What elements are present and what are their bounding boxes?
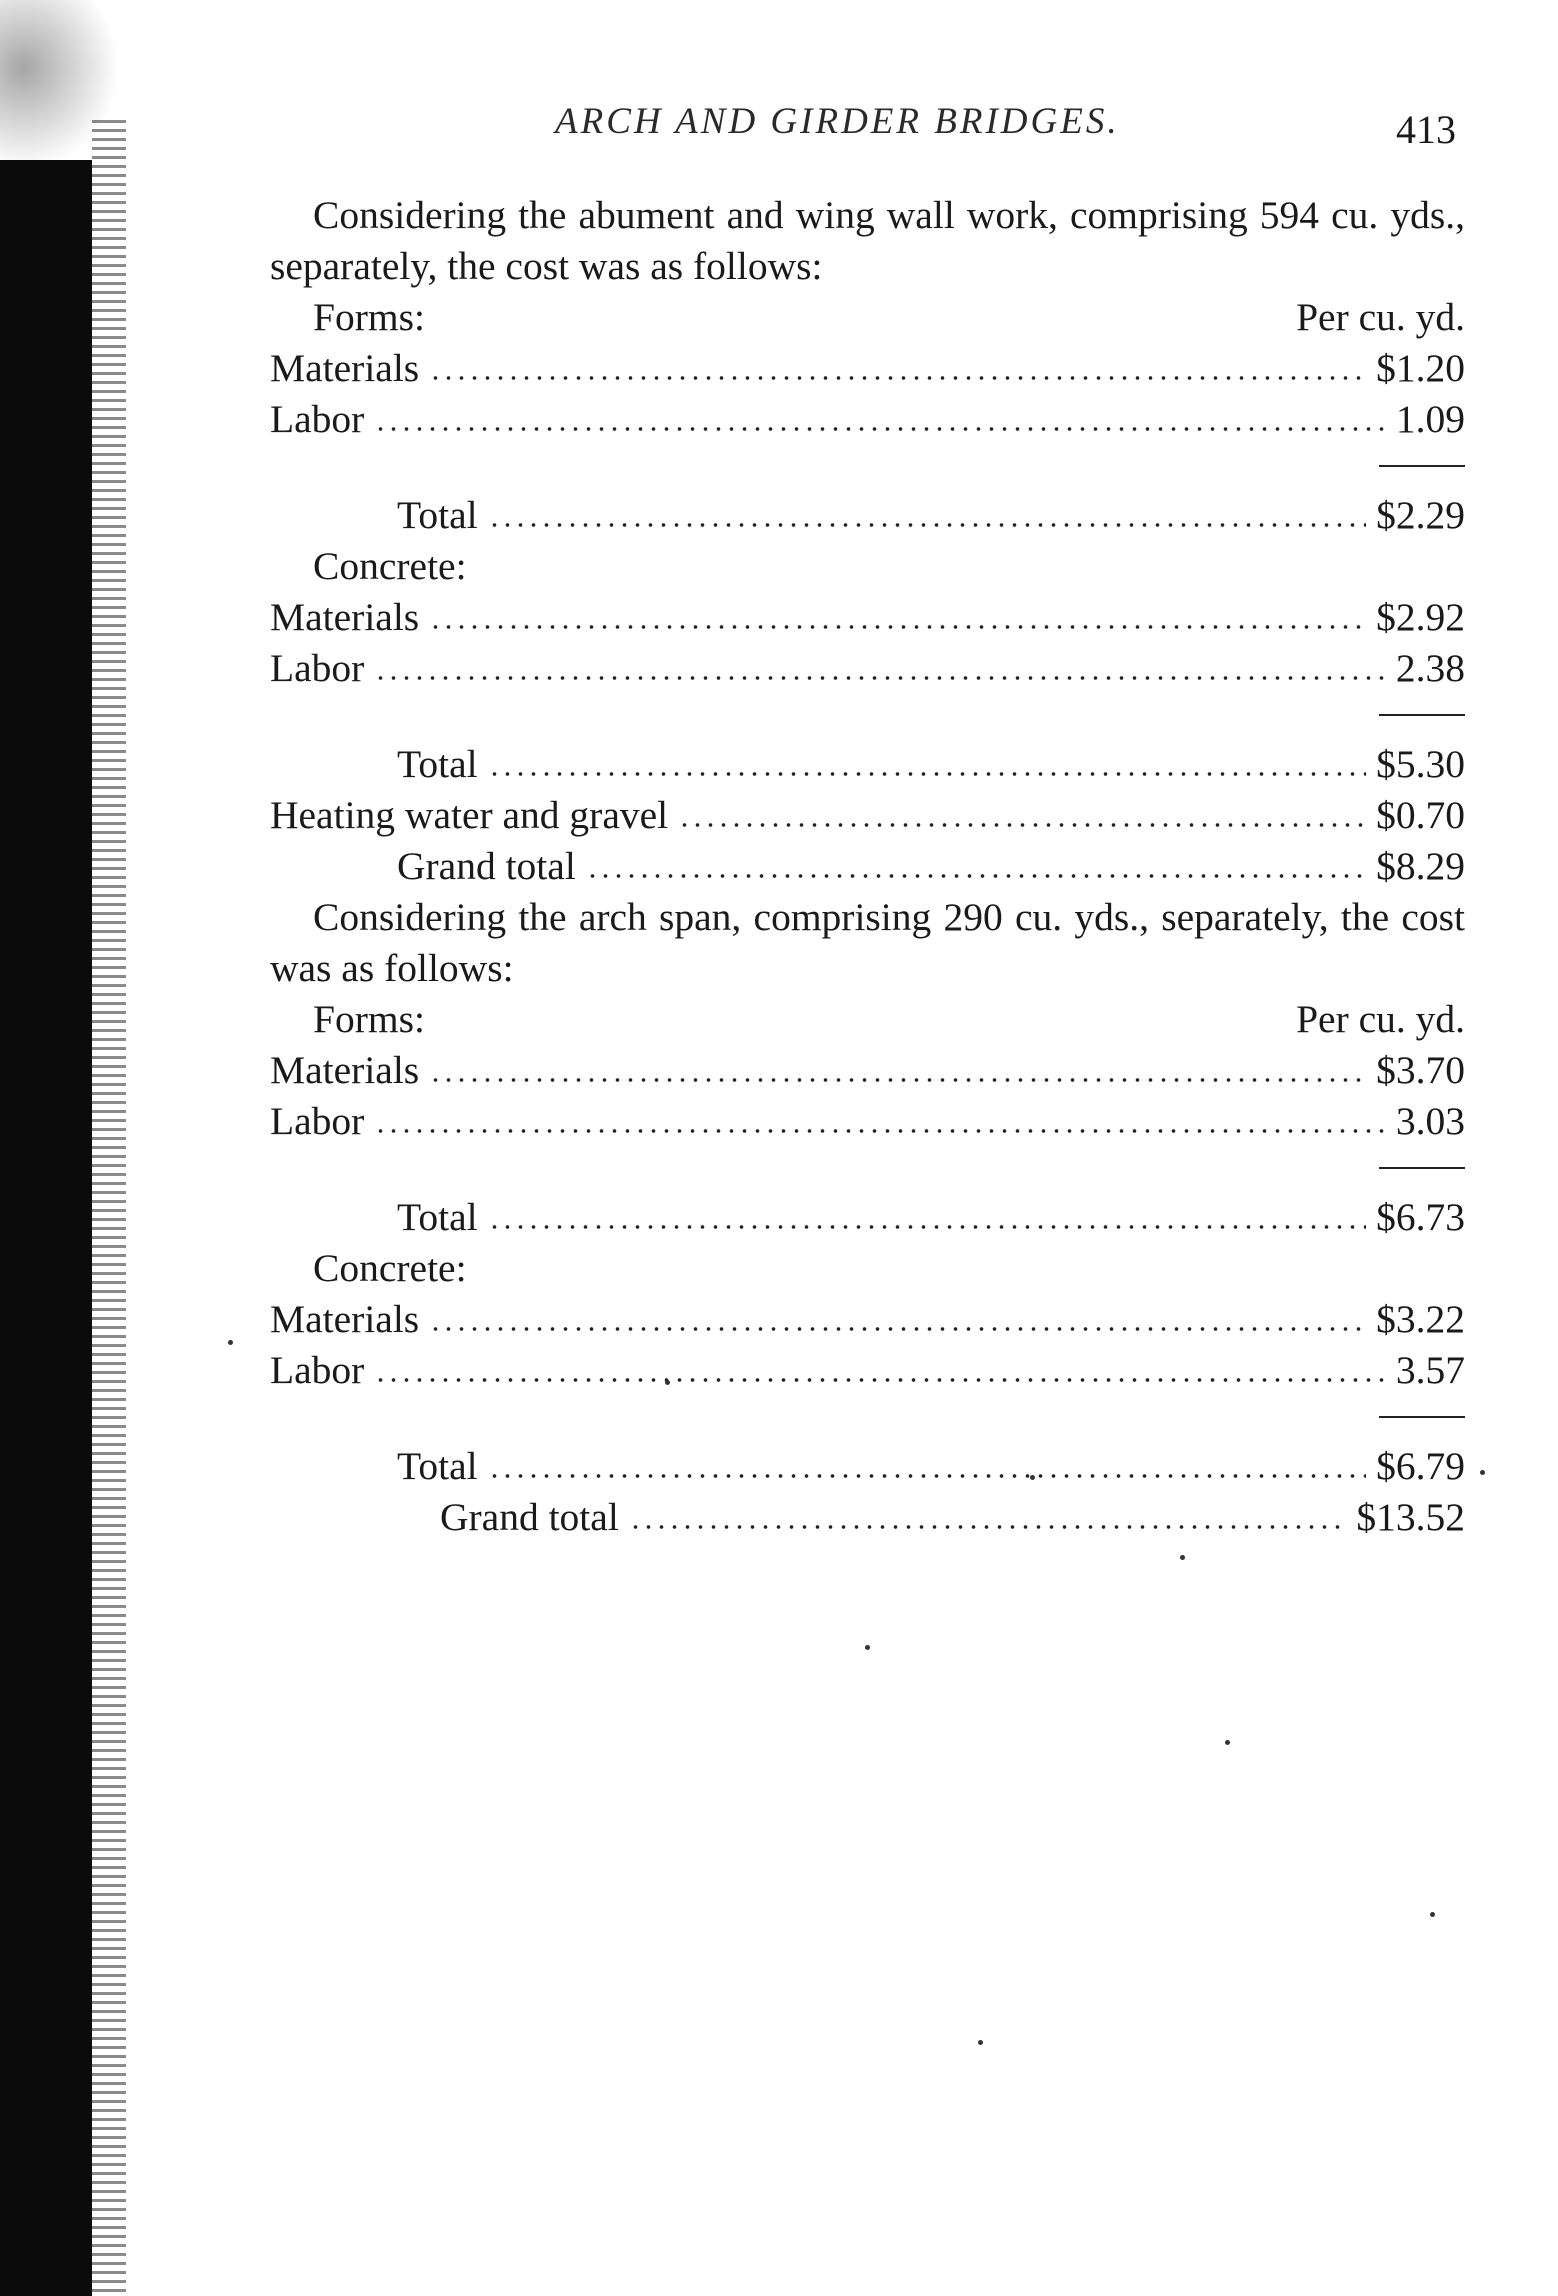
scan-speck: [1430, 1912, 1435, 1917]
cost-row: [270, 1345, 1465, 1396]
dot-leader: [374, 396, 1386, 432]
sum-rule: [1379, 1416, 1465, 1418]
scan-speck: [1030, 1475, 1035, 1480]
scan-speck: [978, 2040, 983, 2045]
section1-forms-header: [270, 292, 1465, 343]
total-value: $2.29: [1376, 493, 1465, 537]
total-label: Total: [397, 1444, 478, 1488]
grand-total-row: [270, 1492, 1465, 1543]
scan-speck: [1480, 1470, 1485, 1475]
cost-value: $3.70: [1376, 1048, 1465, 1092]
dot-leader: [586, 843, 1366, 879]
cost-row: [270, 1294, 1465, 1345]
grand-total-value: $8.29: [1376, 844, 1465, 888]
cost-value: $1.20: [1376, 346, 1465, 390]
cost-row: [270, 1045, 1465, 1096]
dot-leader: [488, 492, 1367, 528]
cost-label: Labor: [270, 1348, 365, 1392]
cost-value: 1.09: [1395, 397, 1465, 441]
dot-leader: [429, 594, 1366, 630]
cost-label: Labor: [270, 1099, 365, 1143]
dot-leader: [429, 1047, 1366, 1083]
dot-leader: [429, 1296, 1366, 1332]
dot-leader: [678, 792, 1366, 828]
cost-label: Materials: [270, 346, 420, 390]
cost-label: Materials: [270, 595, 420, 639]
cost-row: [270, 343, 1465, 394]
scan-speck: [228, 1340, 233, 1345]
grand-total-value: $13.52: [1356, 1495, 1465, 1539]
cost-row: [270, 394, 1465, 445]
book-spine-shadow: [0, 160, 92, 2296]
cost-row: [270, 592, 1465, 643]
concrete-label: Concrete:: [313, 544, 467, 588]
per-unit-label: Per cu. yd.: [1296, 295, 1465, 339]
total-value: $6.79: [1376, 1444, 1465, 1488]
scan-speck: [665, 1380, 670, 1385]
sum-rule: [1379, 714, 1465, 716]
section2-intro: Considering the arch span, comprising 290 cu. yds., separately, the cost was as follows:: [270, 895, 1465, 990]
dot-leader: [429, 345, 1366, 381]
total-row: [270, 1192, 1465, 1243]
concrete-header: [270, 1243, 1465, 1294]
dot-leader: [629, 1494, 1347, 1530]
total-row: [270, 490, 1465, 541]
scan-speck: [865, 1645, 870, 1650]
forms-label: Forms:: [313, 295, 425, 339]
dot-leader: [374, 645, 1386, 681]
cost-row: [270, 790, 1465, 841]
section1-intro: Considering the abument and wing wall work, comprising 594 cu. yds., separately, the cost was as follows:: [270, 193, 1465, 288]
total-row: [270, 1441, 1465, 1492]
scan-speck: [1225, 1740, 1230, 1745]
section2-forms-header: [270, 994, 1465, 1045]
cost-value: 2.38: [1395, 646, 1465, 690]
total-label: Total: [397, 742, 478, 786]
forms-label: Forms:: [313, 997, 425, 1041]
dot-leader: [488, 1194, 1367, 1230]
sum-rule: [1379, 1167, 1465, 1169]
dot-leader: [374, 1098, 1386, 1134]
total-label: Total: [397, 1195, 478, 1239]
dot-leader: [374, 1347, 1386, 1383]
page-number: 413: [1396, 107, 1456, 152]
grand-total-label: Grand total: [440, 1495, 619, 1539]
dot-leader: [488, 1443, 1367, 1479]
total-value: $6.73: [1376, 1195, 1465, 1239]
grand-total-row: [270, 841, 1465, 892]
scan-speck: [1180, 1555, 1185, 1560]
cost-value: $0.70: [1376, 793, 1465, 837]
total-row: [270, 739, 1465, 790]
spine-edge-texture: [92, 120, 126, 2296]
cost-label: Materials: [270, 1297, 420, 1341]
concrete-header: [270, 541, 1465, 592]
per-unit-label: Per cu. yd.: [1296, 997, 1465, 1041]
cost-value: 3.03: [1395, 1099, 1465, 1143]
running-title: ARCH AND GIRDER BRIDGES.: [555, 101, 1120, 142]
cost-label: Materials: [270, 1048, 420, 1092]
page-body: [270, 190, 1465, 1543]
cost-value: $3.22: [1376, 1297, 1465, 1341]
sum-rule: [1379, 465, 1465, 467]
total-label: Total: [397, 493, 478, 537]
concrete-label: Concrete:: [313, 1246, 467, 1290]
cost-label: Heating water and gravel: [270, 793, 669, 837]
cost-value: 3.57: [1395, 1348, 1465, 1392]
grand-total-label: Grand total: [397, 844, 576, 888]
dot-leader: [488, 741, 1367, 777]
cost-label: Labor: [270, 646, 365, 690]
cost-row: [270, 643, 1465, 694]
total-value: $5.30: [1376, 742, 1465, 786]
cost-value: $2.92: [1376, 595, 1465, 639]
cost-label: Labor: [270, 397, 365, 441]
cost-row: [270, 1096, 1465, 1147]
